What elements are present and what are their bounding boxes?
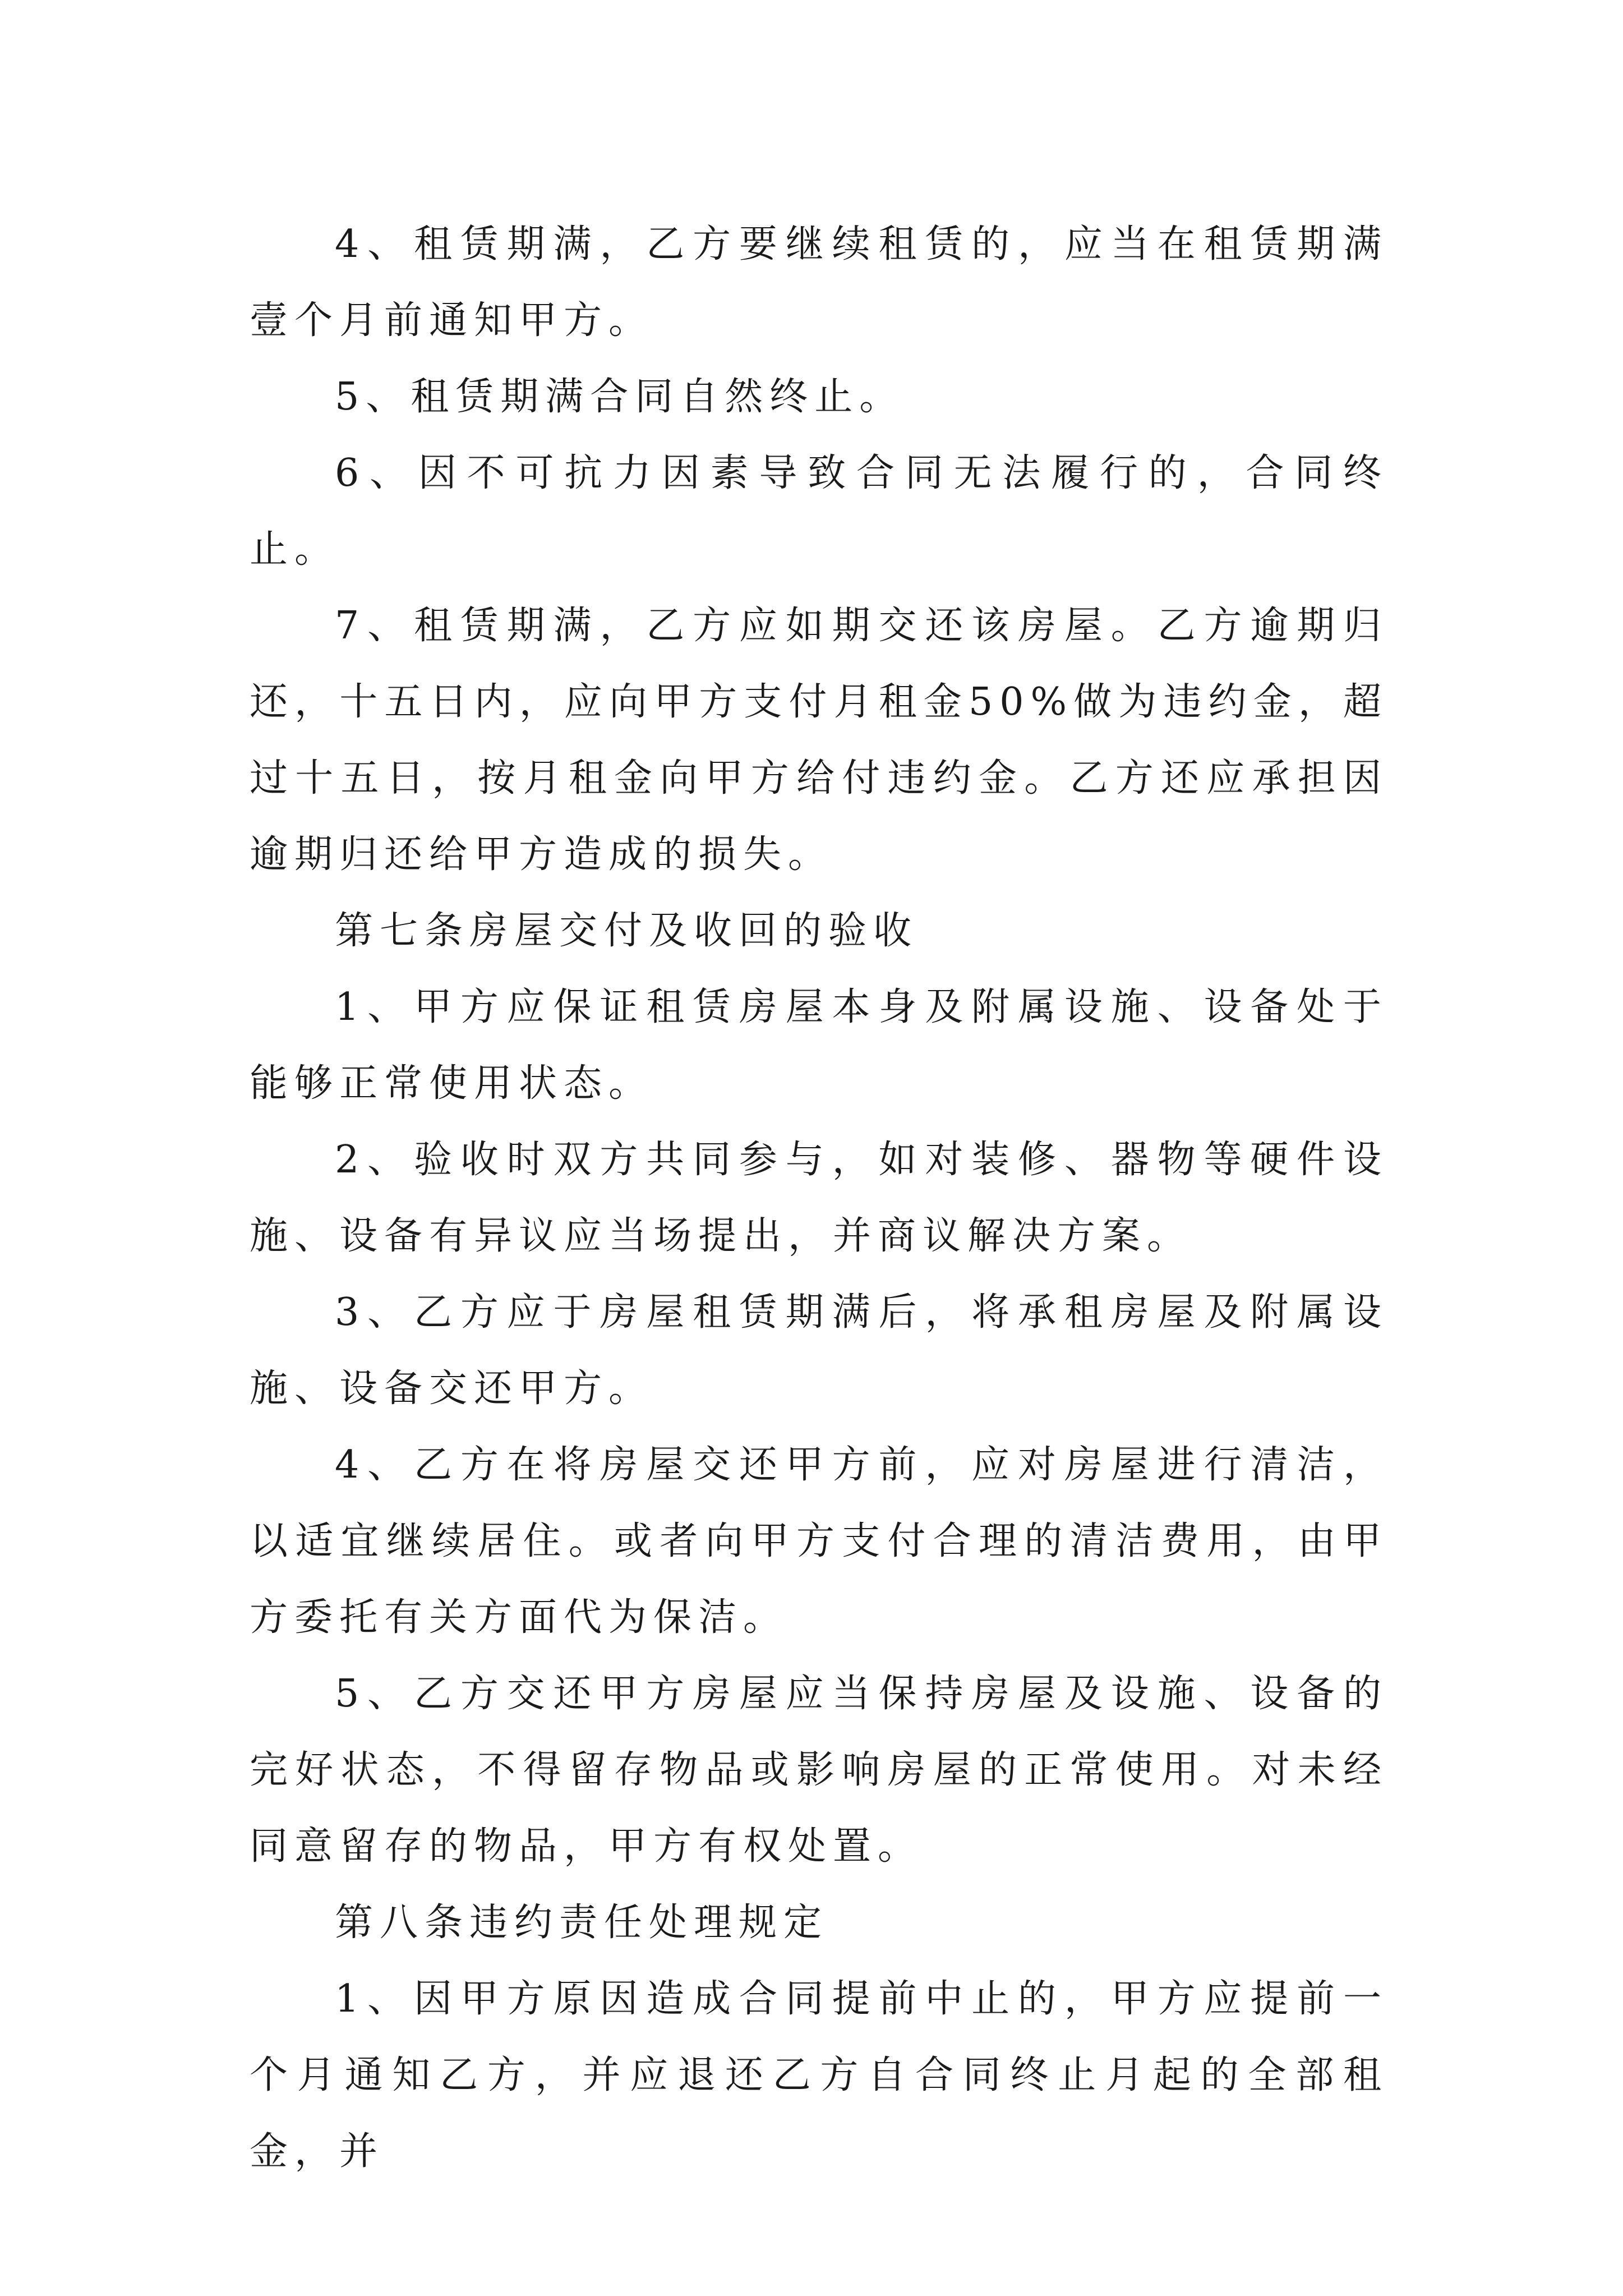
paragraph-late-return-penalty: 7、租赁期满，乙方应如期交还该房屋。乙方逾期归还，十五日内，应向甲方支付月租金50%做为违约金，超过十五日，按月租金向甲方给付违约金。乙方还应承担因逾期归还给甲方造成的损失。	[250, 604, 1388, 877]
paragraph-natural-termination: 5、租赁期满合同自然终止。	[335, 375, 905, 419]
paragraph-joint-inspection: 2、验收时双方共同参与，如对装修、器物等硬件设施、设备有异议应当场提出，并商议解决方案。	[250, 1138, 1388, 1258]
paragraph-force-majeure: 6、因不可抗力因素导致合同无法履行的，合同终止。	[250, 451, 1388, 572]
section-heading-article-8: 第八条违约责任处理规定	[335, 1901, 829, 1945]
paragraph-cleaning: 4、乙方在将房屋交还甲方前，应对房屋进行清洁，以适宜继续居住。或者向甲方支付合理的清洁费用，由甲方委托有关方面代为保洁。	[250, 1443, 1388, 1640]
paragraph-renewal-notice: 4、租赁期满，乙方要继续租赁的，应当在租赁期满壹个月前通知甲方。	[250, 222, 1388, 343]
paragraph-usable-condition: 1、甲方应保证租赁房屋本身及附属设施、设备处于能够正常使用状态。	[250, 985, 1388, 1106]
paragraph-early-termination: 1、因甲方原因造成合同提前中止的，甲方应提前一个月通知乙方，并应退还乙方自合同终止月起的全部租金，并	[250, 1977, 1388, 2174]
paragraph-good-condition: 5、乙方交还甲方房屋应当保持房屋及设施、设备的完好状态，不得留存物品或影响房屋的正常使用。对未经同意留存的物品，甲方有权处置。	[250, 1672, 1388, 1869]
section-heading-article-7: 第七条房屋交付及收回的验收	[335, 909, 919, 953]
document-body	[250, 206, 1388, 2190]
paragraph-return-facilities: 3、乙方应于房屋租赁期满后，将承租房屋及附属设施、设备交还甲方。	[250, 1290, 1388, 1411]
